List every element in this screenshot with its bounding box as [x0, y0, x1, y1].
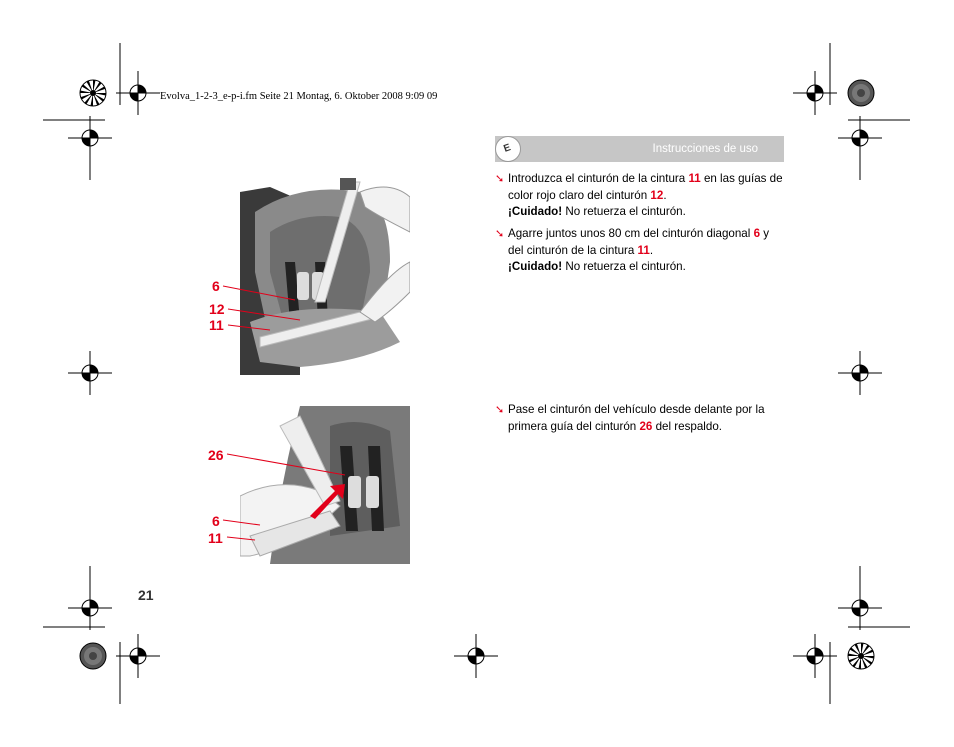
section-title: Instrucciones de uso	[652, 143, 758, 155]
callout-11-fig1: 11	[209, 317, 224, 333]
callout-6-fig2: 6	[212, 513, 220, 529]
step-1-text: Introduzca el cinturón de la cintura 11 en las guías de color rojo claro del cinturón 12. ¡Cuidado! No retuerza el cinturón.	[508, 172, 783, 218]
language-code: E	[502, 142, 513, 155]
print-header: Evolva_1-2-3_e-p-i.fm Seite 21 Montag, 6. Oktober 2008 9:09 09	[160, 91, 438, 102]
callout-26-fig2: 26	[208, 447, 224, 463]
callout-6-fig1: 6	[212, 278, 220, 294]
step-3-text: Pase el cinturón del vehículo desde delante por la primera guía del cinturón 26 del respaldo.	[508, 403, 765, 433]
step-1	[495, 171, 787, 221]
page-number: 21	[138, 587, 154, 603]
callout-11-fig2: 11	[208, 530, 223, 546]
step-arrow-icon: ➘	[495, 404, 505, 416]
step-arrow-icon: ➘	[495, 228, 505, 240]
callout-12-fig1: 12	[209, 301, 225, 317]
step-arrow-icon: ➘	[495, 173, 505, 185]
step-2-text: Agarre juntos unos 80 cm del cinturón diagonal 6 y del cinturón de la cintura 11. ¡Cuidado! No retuerza el cinturón.	[508, 227, 770, 273]
step-3	[495, 402, 787, 435]
step-2	[495, 226, 787, 276]
